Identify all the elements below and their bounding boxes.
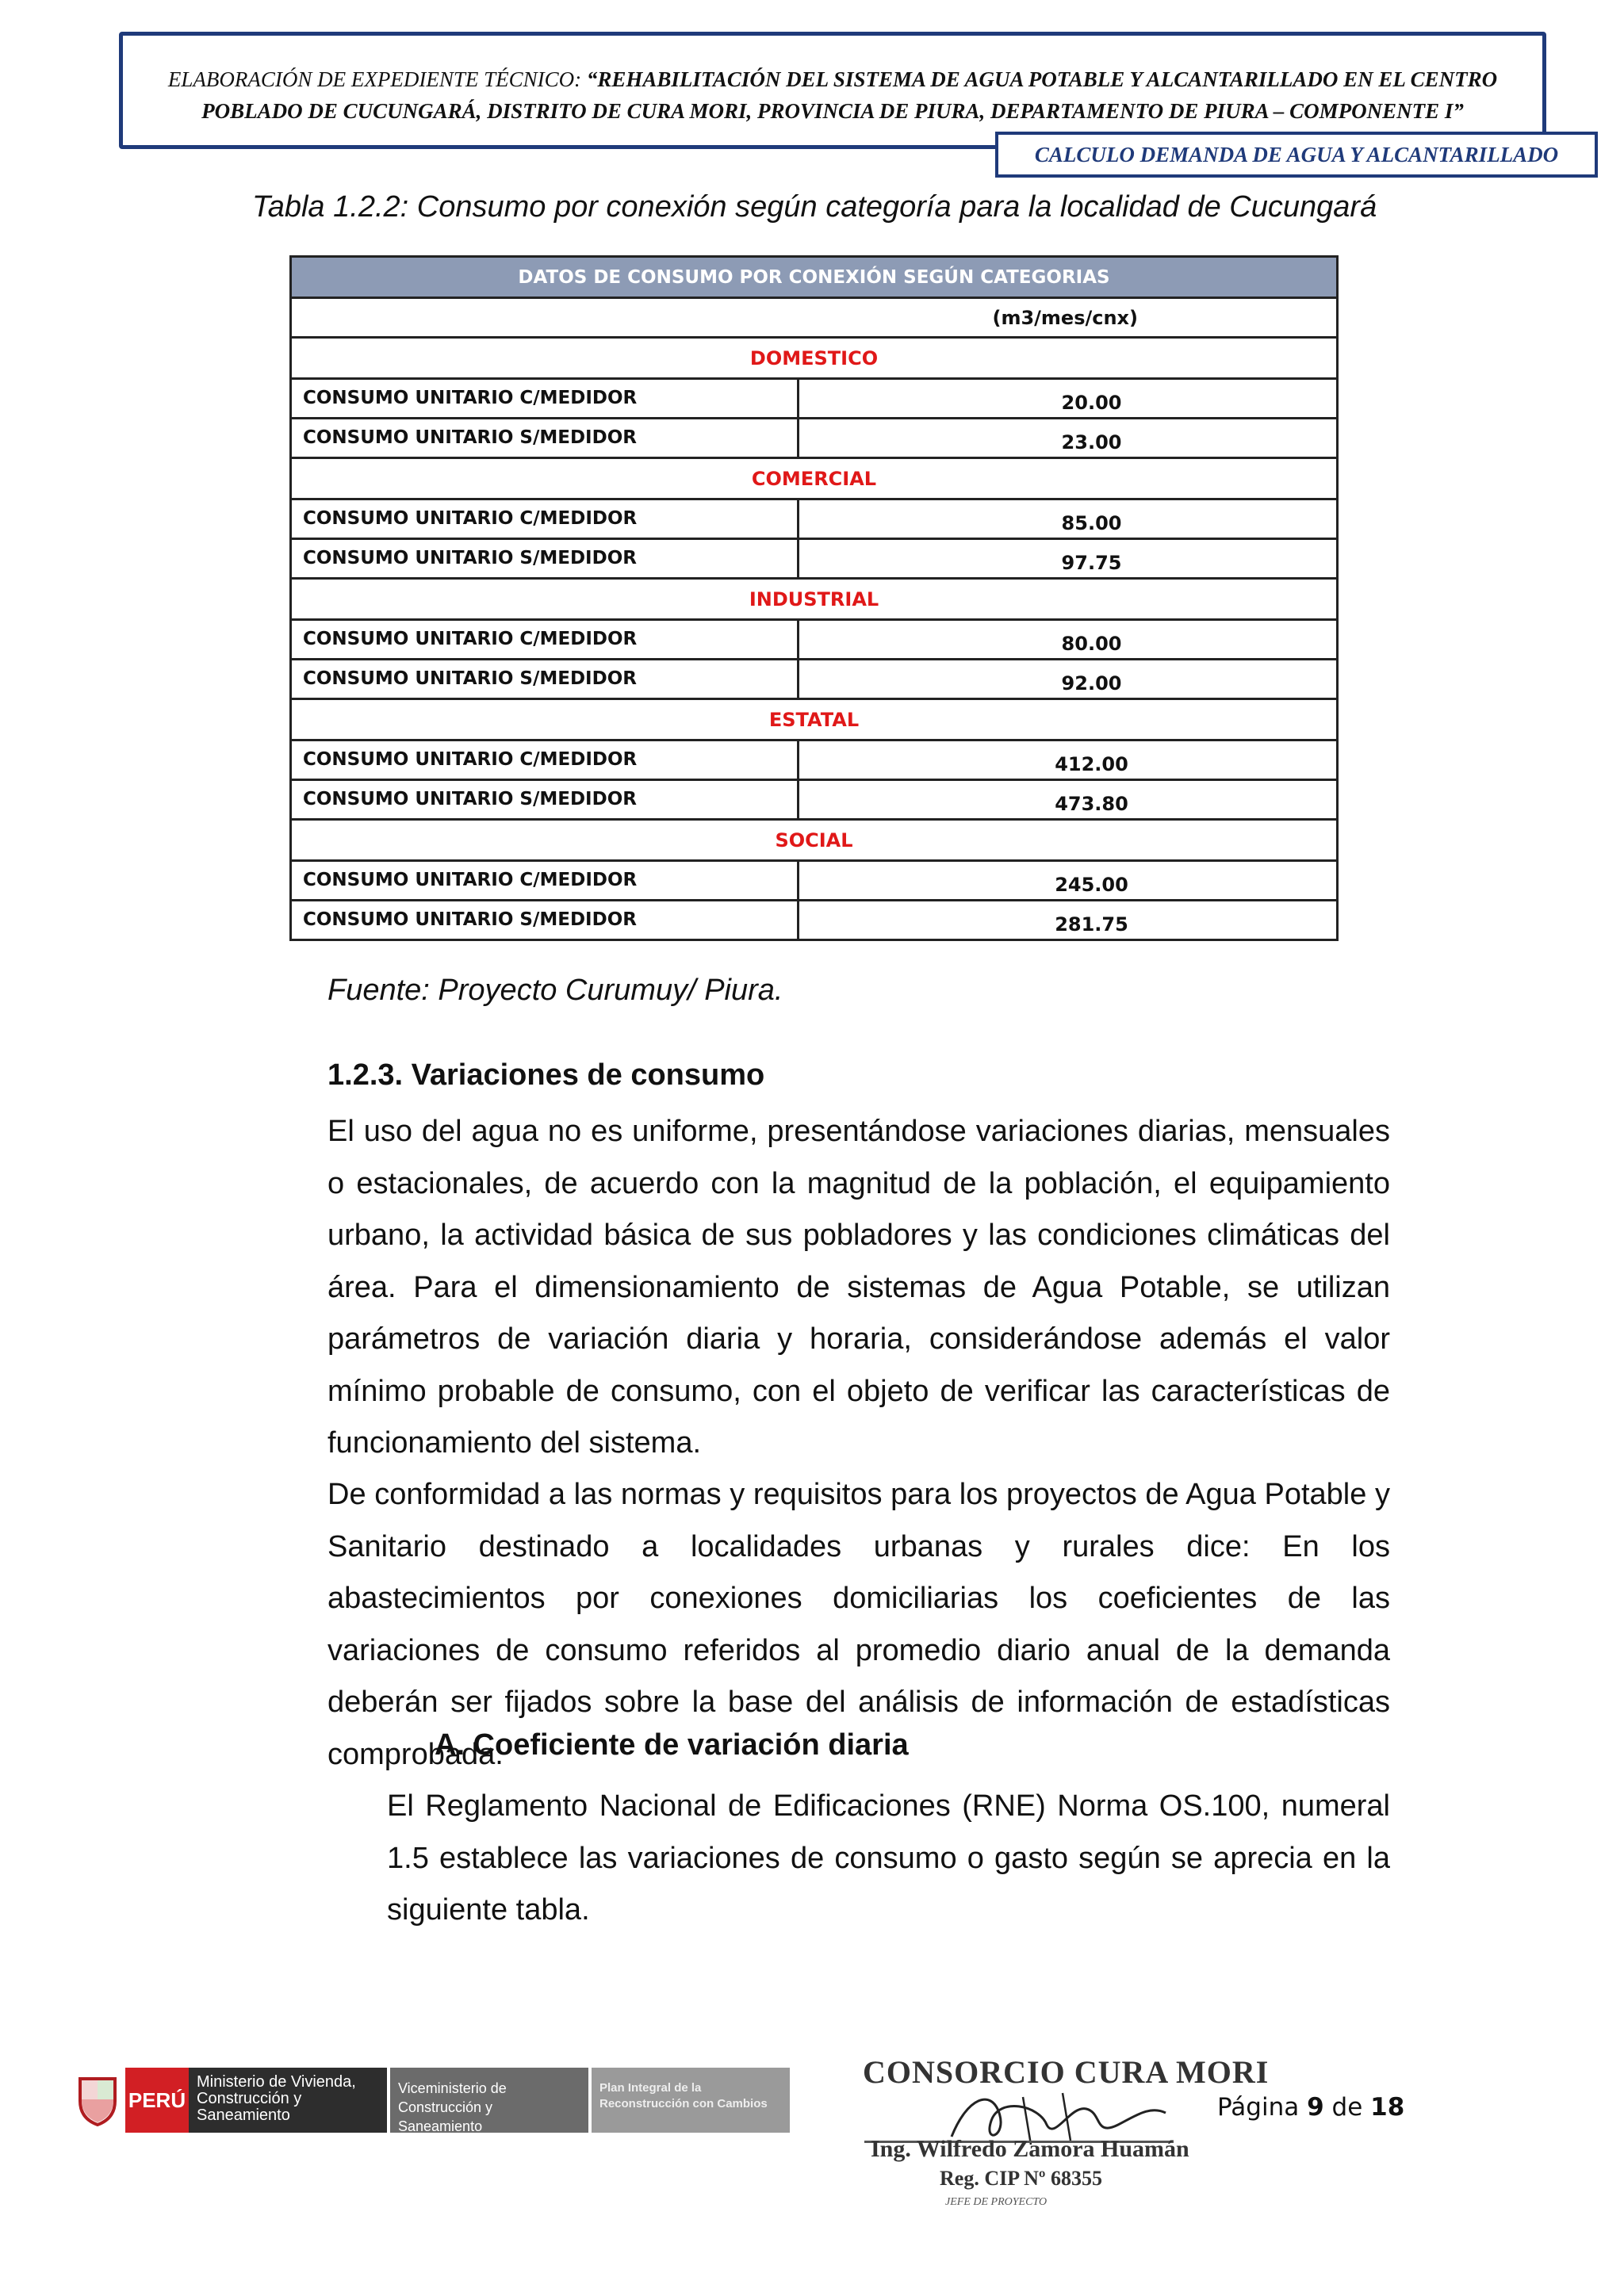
table-row	[291, 499, 1338, 539]
table-unit: (m3/mes/cnx)	[291, 298, 1338, 338]
table-row	[291, 901, 1338, 940]
row-value: 281.75	[799, 901, 1338, 940]
row-value: 245.00	[799, 861, 1338, 901]
paragraph-1: El uso del agua no es uniforme, presentándose variaciones diarias, mensuales o estacionales, de acuerdo con la magnitud de la población, el equipamiento urbano, la actividad básica de sus pobladores y las condiciones climáticas del área. Para el dimensionamiento de sistemas de Agua Potable, se utilizan parámetros de variación diaria y horaria, considerándose además el valor mínimo probable de consumo, con el objeto de verificar las características de funcionamiento del sistema.	[327, 1115, 1390, 1460]
page-number	[1217, 2093, 1404, 2122]
coat-of-arms-icon	[70, 2068, 125, 2133]
row-label: CONSUMO UNITARIO S/MEDIDOR	[291, 419, 799, 458]
table-caption: Tabla 1.2.2: Consumo por conexión según categoría para la localidad de Cucungará	[252, 190, 1377, 224]
viceministerio-label: Viceministerio de Construcción y Saneamiento	[390, 2068, 588, 2133]
section-title: 1.2.3. Variaciones de consumo	[327, 1058, 765, 1092]
category-label: ESTATAL	[291, 699, 1338, 740]
row-value: 473.80	[799, 780, 1338, 820]
row-value: 412.00	[799, 740, 1338, 780]
header-lead: ELABORACIÓN DE EXPEDIENTE TÉCNICO:	[167, 67, 582, 91]
row-value: 20.00	[799, 379, 1338, 419]
plan-label: Plan Integral de la Reconstrucción con Cambios	[592, 2068, 790, 2133]
row-value: 92.00	[799, 660, 1338, 699]
ministry-logo-bar	[70, 2068, 801, 2133]
row-label: CONSUMO UNITARIO S/MEDIDOR	[291, 780, 799, 820]
page-total: 18	[1370, 2093, 1405, 2122]
table-row	[291, 780, 1338, 820]
table-row	[291, 620, 1338, 660]
page-of: de	[1331, 2093, 1363, 2122]
category-label: SOCIAL	[291, 820, 1338, 861]
row-label: CONSUMO UNITARIO C/MEDIDOR	[291, 499, 799, 539]
table-row	[291, 660, 1338, 699]
stamp-role: JEFE DE PROYECTO	[945, 2196, 1048, 2208]
row-value: 97.75	[799, 539, 1338, 579]
row-label: CONSUMO UNITARIO S/MEDIDOR	[291, 539, 799, 579]
table-row	[291, 740, 1338, 780]
paragraph-3: El Reglamento Nacional de Edificaciones (RNE) Norma OS.100, numeral 1.5 establece las variaciones de consumo o gasto según se aprecia en la siguiente tabla.	[387, 1789, 1390, 1927]
table-title: DATOS DE CONSUMO POR CONEXIÓN SEGÚN CATEGORIAS	[291, 257, 1338, 298]
subheading: A. Coeficiente de variación diaria	[435, 1728, 909, 1762]
category-label: COMERCIAL	[291, 458, 1338, 499]
table-source: Fuente: Proyecto Curumuy/ Piura.	[327, 974, 783, 1007]
row-label: CONSUMO UNITARIO C/MEDIDOR	[291, 620, 799, 660]
category-label: INDUSTRIAL	[291, 579, 1338, 620]
row-label: CONSUMO UNITARIO C/MEDIDOR	[291, 861, 799, 901]
stamp-registration: Reg. CIP Nº 68355	[940, 2167, 1103, 2190]
table-row	[291, 379, 1338, 419]
table-row	[291, 861, 1338, 901]
row-label: CONSUMO UNITARIO S/MEDIDOR	[291, 901, 799, 940]
table-row	[291, 419, 1338, 458]
consumption-table	[289, 255, 1339, 941]
stamp-title: CONSORCIO CURA MORI	[863, 2054, 1270, 2090]
row-label: CONSUMO UNITARIO S/MEDIDOR	[291, 660, 799, 699]
row-label: CONSUMO UNITARIO C/MEDIDOR	[291, 379, 799, 419]
header-title	[135, 63, 1530, 127]
ministerio-label: Ministerio de Vivienda, Construcción y Saneamiento	[189, 2068, 387, 2133]
stamp-name: Ing. Wilfredo Zamora Huamán	[871, 2136, 1189, 2162]
header-project-line1: “REHABILITACIÓN DEL SISTEMA DE AGUA POTABLE Y ALCANTARILLADO EN EL CENTRO	[586, 67, 1498, 91]
peru-logo: PERÚ	[125, 2068, 189, 2133]
table-row	[291, 539, 1338, 579]
header-section-tag: CALCULO DEMANDA DE AGUA Y ALCANTARILLADO	[995, 132, 1598, 178]
row-value: 80.00	[799, 620, 1338, 660]
row-value: 23.00	[799, 419, 1338, 458]
row-label: CONSUMO UNITARIO C/MEDIDOR	[291, 740, 799, 780]
row-value: 85.00	[799, 499, 1338, 539]
header-project-line2: POBLADO DE CUCUNGARÁ, DISTRITO DE CURA MORI, PROVINCIA DE PIURA, DEPARTAMENTO DE PIURA – COMPONENTE I”	[201, 99, 1464, 123]
page-current: 9	[1307, 2093, 1324, 2122]
category-label: DOMESTICO	[291, 338, 1338, 379]
page-word: Página	[1217, 2093, 1300, 2122]
paragraph-2: De conformidad a las normas y requisitos para los proyectos de Agua Potable y Sanitario destinado a localidades urbanas y rurales dice: En los abastecimientos por conexiones domiciliarias los coeficientes de las variaciones de consumo referidos al promedio diario anual de la demanda deberán ser fijados sobre la base del análisis de información de estadísticas comprobada.	[327, 1478, 1390, 1771]
